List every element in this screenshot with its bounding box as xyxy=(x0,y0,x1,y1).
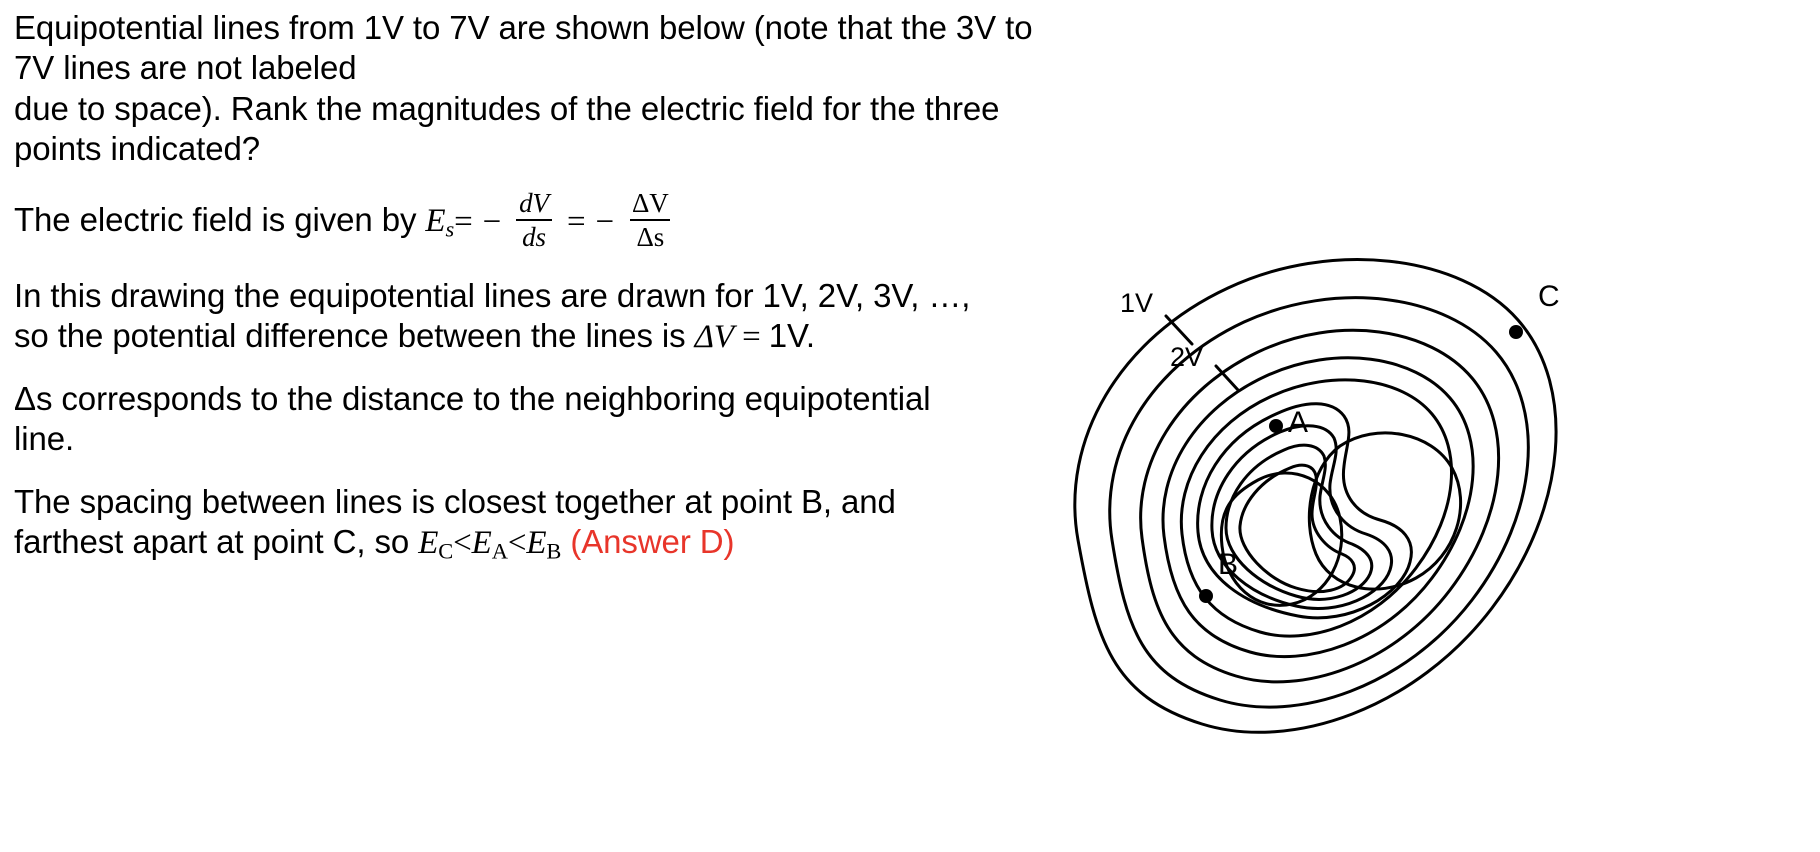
ineq-E-B-subscript: B xyxy=(546,538,562,564)
field-equation-body xyxy=(454,188,677,254)
label-point-a: A xyxy=(1288,406,1309,439)
drawing-note-line-1: In this drawing the equipotential lines are drawn for 1V, 2V, 3V, …, xyxy=(14,276,971,314)
delta-V-equals: = xyxy=(733,318,769,355)
conclusion-line-1: The spacing between lines is closest together at point B, and xyxy=(14,482,896,520)
symbol-E-subscript: s xyxy=(445,216,455,242)
fraction-numerator-deltaV: ΔV xyxy=(631,188,669,218)
equipotential-line-5v xyxy=(1181,380,1451,636)
ineq-E-A: E xyxy=(471,524,492,561)
label-point-c: C xyxy=(1538,280,1560,313)
label-1v-leader xyxy=(1166,316,1192,344)
ineq-E-B: E xyxy=(526,524,547,561)
minus-sign-2: − xyxy=(595,204,614,241)
conclusion-line-2 xyxy=(14,522,1044,565)
drawing-note-line-2 xyxy=(14,316,1044,357)
fraction-deltaV-deltas xyxy=(626,189,675,252)
equipotential-svg xyxy=(1040,240,1600,760)
delta-s-paragraph xyxy=(14,379,1044,460)
point-b-marker xyxy=(1199,589,1213,603)
ineq-E-A-subscript: A xyxy=(491,538,508,564)
intro-line-1: Equipotential lines from 1V to 7V are shown below (note that the 3V to 7V lines are not labeled xyxy=(14,9,1033,87)
explanation-text-column xyxy=(14,8,1044,587)
delta-s-line-2: line. xyxy=(14,420,75,458)
fraction-numerator-dV: dV xyxy=(519,188,549,218)
fraction-denominator-deltas: Δs xyxy=(630,219,670,251)
label-point-b: B xyxy=(1218,548,1239,581)
equipotential-core-lower-lobe xyxy=(1221,473,1341,605)
equals-sign-1: = xyxy=(454,204,473,241)
less-than-2: < xyxy=(507,524,527,561)
delta-s-line-1: Δs corresponds to the distance to the neighboring equipotential xyxy=(14,380,931,418)
label-1v: 1V xyxy=(1120,288,1154,318)
point-a-marker xyxy=(1269,419,1283,433)
delta-V-symbol: ΔV xyxy=(694,318,734,355)
conclusion-line-2-pre: farthest apart at point C, so xyxy=(14,522,419,560)
drawing-note-line-2-pre: so the potential difference between the lines is xyxy=(14,316,695,354)
minus-sign-1: − xyxy=(482,204,502,241)
equipotential-line-inner-8 xyxy=(1226,445,1372,599)
field-equation-paragraph xyxy=(14,188,1044,254)
drawing-note-paragraph xyxy=(14,276,1044,358)
fraction-dV-ds xyxy=(513,189,555,252)
fraction-denominator-ds: ds xyxy=(516,219,552,251)
ineq-E-C: E xyxy=(418,524,439,561)
answer-label: (Answer D) xyxy=(570,522,735,560)
field-equation-lead: The electric field is given by xyxy=(14,201,426,239)
intro-line-2: due to space). Rank the magnitudes of the electric field for the three points indicated? xyxy=(14,89,1000,167)
less-than-1: < xyxy=(453,524,472,561)
equals-sign-2: = xyxy=(566,204,586,241)
equipotential-figure xyxy=(1040,240,1600,760)
equipotential-core-upper-lobe xyxy=(1309,433,1460,589)
label-2v: 2V xyxy=(1170,342,1204,372)
ineq-E-C-subscript: C xyxy=(438,538,454,564)
symbol-E: E xyxy=(425,203,446,240)
point-c-marker xyxy=(1509,325,1523,339)
delta-V-value: 1V. xyxy=(768,316,815,354)
conclusion-paragraph xyxy=(14,482,1044,565)
intro-paragraph xyxy=(14,8,1044,169)
equipotential-line-inner-9 xyxy=(1240,465,1354,591)
